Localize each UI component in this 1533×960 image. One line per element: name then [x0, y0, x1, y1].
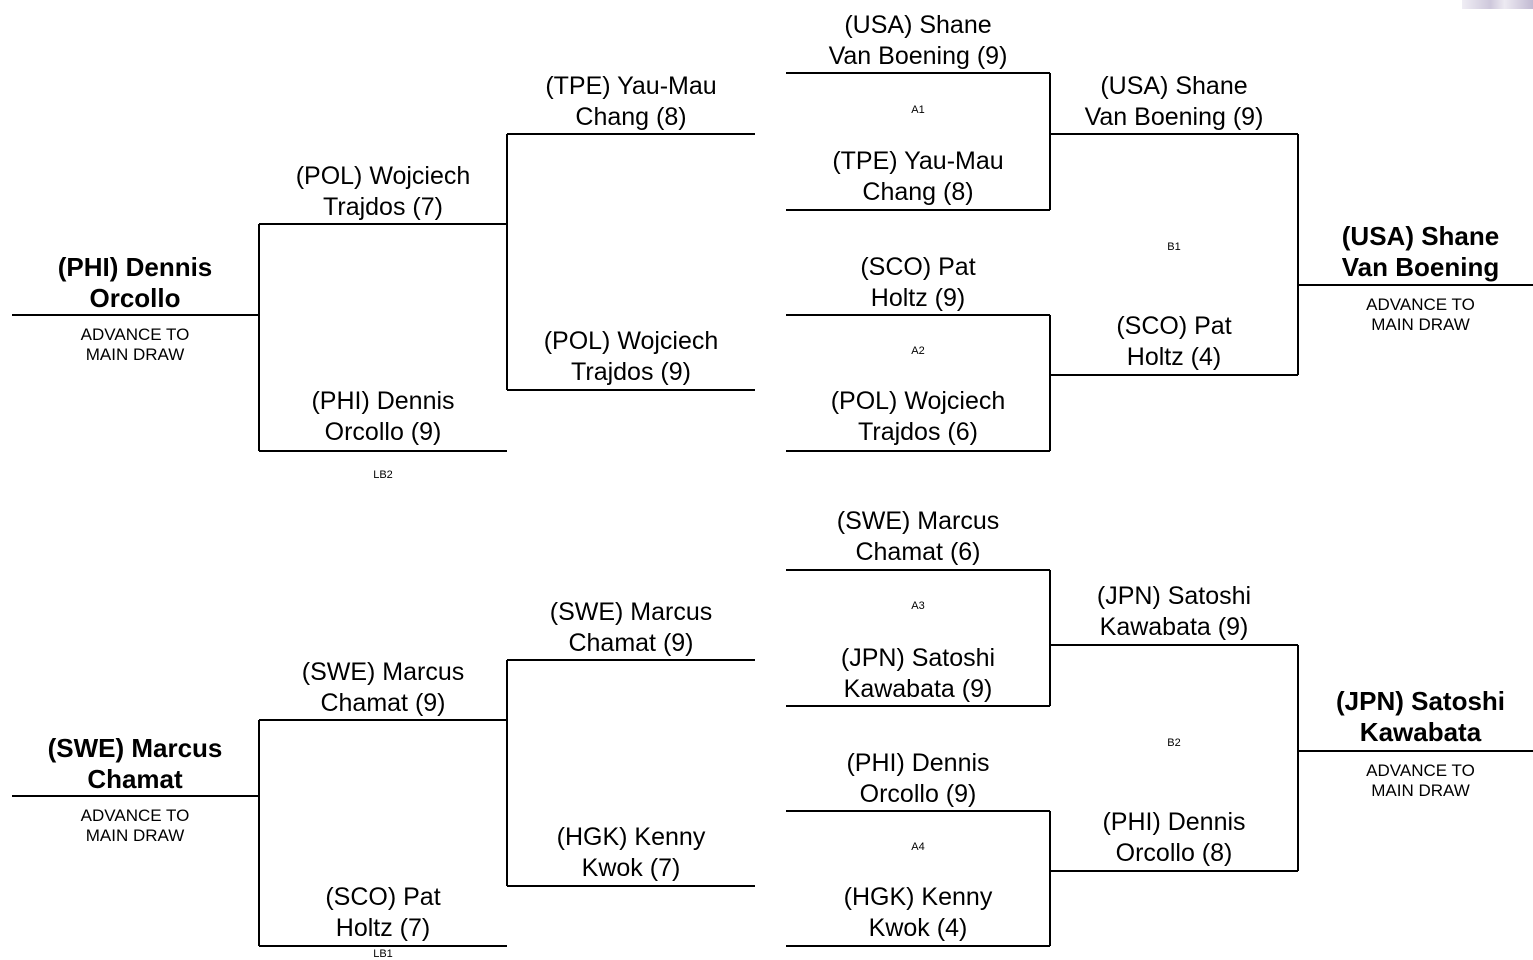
lb1-slot-2: (SCO) Pat Holtz (7) [325, 883, 441, 942]
top-r2-slot-2: (POL) Wojciech Trajdos (9) [543, 327, 719, 386]
a2-slot-2: (POL) Wojciech Trajdos (6) [830, 387, 1006, 446]
a4-match-tag: A4 [911, 841, 925, 853]
b1-winner-advance-note: ADVANCE TO MAIN DRAW [1366, 295, 1475, 334]
lb1-slot-1: (SWE) Marcus Chamat (9) [301, 658, 465, 717]
b2-slot-1: (JPN) Satoshi Kawabata (9) [1096, 582, 1252, 641]
b2-match-tag: B2 [1167, 737, 1181, 749]
top-r2-slot-1: (TPE) Yau-Mau Chang (8) [545, 72, 717, 131]
b1-winner-name: (USA) Shane Van Boening [1341, 221, 1500, 282]
a4-slot-1: (PHI) Dennis Orcollo (9) [846, 749, 990, 808]
a2-slot-1: (SCO) Pat Holtz (9) [860, 253, 976, 312]
lb2-winner-advance-note: ADVANCE TO MAIN DRAW [80, 325, 190, 364]
a3-slot-2: (JPN) Satoshi Kawabata (9) [840, 644, 996, 703]
bottom-r2-slot-1: (SWE) Marcus Chamat (9) [549, 598, 713, 657]
lb2-slot-2: (PHI) Dennis Orcollo (9) [311, 387, 455, 446]
lb2-slot-1: (POL) Wojciech Trajdos (7) [295, 162, 471, 221]
a1-slot-1: (USA) Shane Van Boening (9) [828, 11, 1008, 70]
bottom-r2-slot-2: (HGK) Kenny Kwok (7) [556, 823, 706, 882]
a3-slot-1: (SWE) Marcus Chamat (6) [836, 507, 1000, 566]
lb1-winner-advance-note: ADVANCE TO MAIN DRAW [80, 806, 190, 845]
lb1-winner-name: (SWE) Marcus Chamat [47, 733, 223, 794]
b1-match-tag: B1 [1167, 241, 1181, 253]
a3-match-tag: A3 [911, 600, 925, 612]
lb2-match-tag: LB2 [373, 469, 393, 481]
lb1-match-tag: LB1 [373, 948, 393, 960]
b2-slot-2: (PHI) Dennis Orcollo (8) [1102, 808, 1246, 867]
b1-slot-2: (SCO) Pat Holtz (4) [1116, 312, 1232, 371]
a2-match-tag: A2 [911, 345, 925, 357]
b2-winner-name: (JPN) Satoshi Kawabata [1335, 686, 1506, 747]
a4-slot-2: (HGK) Kenny Kwok (4) [843, 883, 993, 942]
a1-slot-2: (TPE) Yau-Mau Chang (8) [832, 147, 1004, 206]
b2-winner-advance-note: ADVANCE TO MAIN DRAW [1366, 761, 1475, 800]
a1-match-tag: A1 [911, 104, 925, 116]
lb2-winner-name: (PHI) Dennis Orcollo [57, 252, 213, 313]
b1-slot-1: (USA) Shane Van Boening (9) [1084, 72, 1264, 131]
